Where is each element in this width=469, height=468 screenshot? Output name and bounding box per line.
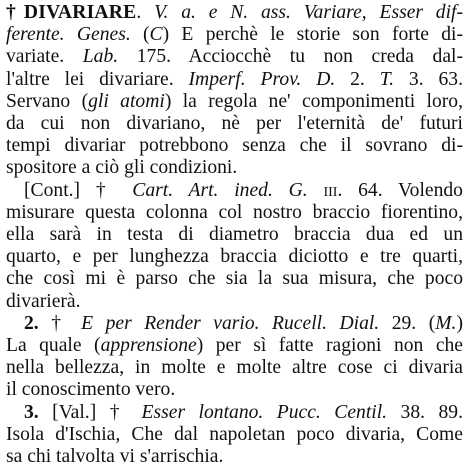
entry-line-8: spositore a ciò gli condizioni. xyxy=(6,157,238,179)
entry-line-4: l'altre lei divariare. Imperf. Prov. D. 2. T. 3. 63. xyxy=(6,68,463,90)
entry-main xyxy=(6,2,463,180)
sense2-line-1: 2. † E per Render vario. Rucell. Dial. 29. (M.) xyxy=(24,312,463,334)
sense-3 xyxy=(6,402,463,468)
cont-line-1: [Cont.] † Cart. Art. ined. G. iii. 64. Volendo xyxy=(24,179,463,201)
dictionary-entry xyxy=(6,2,463,468)
sense2-line-3: nella bellezza, in molte e molte altre cose ci divaria xyxy=(6,357,463,379)
sense3-line-2: Isola d'Ischia, Che dal napoletan poco divaria, Come xyxy=(6,423,463,445)
entry-line-1 xyxy=(6,2,463,24)
dagger-mark: † xyxy=(6,2,24,23)
line-text: . V. a. e N. ass. Variare, Esser dif- xyxy=(136,2,463,23)
sense2-line-4: il conoscimento vero. xyxy=(6,379,176,401)
entry-line-2: ferente. Genes. (C) E perchè le storie son forte di- xyxy=(6,24,463,46)
entry-line-6: da cui non divariano, nè per l'eternità de' futuri xyxy=(6,113,463,135)
cont-line-2: misurare questa colonna col nostro braccio fiorentino, xyxy=(6,201,463,223)
headword: DIVARIARE xyxy=(23,2,137,23)
entry-line-5: Servano (gli atomi) la regola ne' componimenti loro, xyxy=(6,90,463,112)
entry-line-7: tempi divariar potrebbono senza che il sovrano di- xyxy=(6,135,463,157)
cont-section xyxy=(6,180,463,313)
entry-line-3: variate. Lab. 175. Acciocchè tu non creda dal- xyxy=(6,46,463,68)
sense3-line-3: sa chi talvolta vi s'arrischia. xyxy=(6,446,224,468)
sense3-line-1: 3. [Val.] † Esser lontano. Pucc. Centil. 38. 89. xyxy=(24,401,463,423)
cont-line-6: divarierà. xyxy=(6,290,81,312)
cont-line-3: ella sarà in testa di diametro braccia dua ed un xyxy=(6,224,463,246)
cont-line-4: quarto, e per lunghezza braccia diciotto e tre quarti, xyxy=(6,246,463,268)
sense-2 xyxy=(6,313,463,402)
cont-line-5: che così mi è parso che sia la sua misura, che poco xyxy=(6,268,463,290)
sense2-line-2: La quale (apprensione) per sì fatte ragioni non che xyxy=(6,335,463,357)
